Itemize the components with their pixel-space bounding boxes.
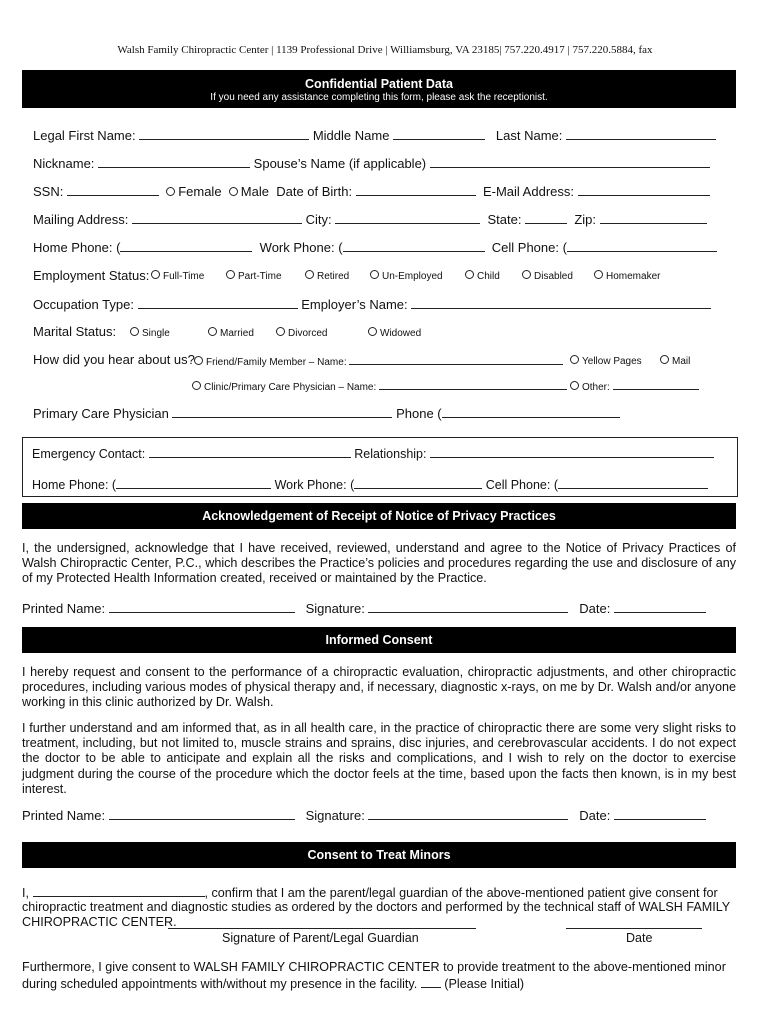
state-label: State:: [487, 212, 522, 227]
privacy-sign-row: [22, 600, 706, 616]
marital-option: [276, 327, 327, 339]
hear-radio[interactable]: [192, 381, 201, 390]
marital-option: [130, 327, 170, 339]
hear-friend-field[interactable]: [349, 355, 563, 365]
minors-p1-rest: , confirm that I am the parent/legal guardian of the above-mentioned patient give consent for: [204, 886, 718, 900]
guardian-signature-line[interactable]: [168, 928, 476, 929]
minors-line-3-text: CHIROPRACTIC CENTER.: [22, 915, 177, 929]
ssn-row: [33, 183, 710, 199]
printed-name-field[interactable]: [109, 600, 295, 613]
employment-options: [305, 270, 349, 282]
marital-radio[interactable]: [130, 327, 139, 336]
ssn-field[interactable]: [67, 183, 159, 196]
privacy-text: I, the undersigned, acknowledge that I have received, reviewed, understand and agree to the Notice of Privacy Practices of Walsh Chiropractic Center, P.C., which describes the Practice’s policies and procedures regarding the use and disclosure of any of my Protected Health Information created, received or maintained by the Practice.: [22, 541, 736, 586]
hear-yellow: [570, 355, 642, 367]
printed-name-label: Printed Name:: [22, 808, 106, 823]
pcp-label: Primary Care Physician: [33, 406, 169, 421]
home-phone-field[interactable]: [120, 239, 252, 252]
hear-radio[interactable]: [570, 355, 579, 364]
hear-clinic: [192, 380, 567, 393]
minors-p2-line-2-text: during scheduled appointments with/without my presence in the facility.: [22, 977, 418, 991]
privacy-banner: [22, 503, 736, 529]
employment-options: [226, 270, 282, 282]
guardian-date-line[interactable]: [566, 928, 702, 929]
em-work-phone-label: Work Phone: (: [274, 478, 355, 492]
emp-option-label: Retired: [317, 271, 350, 282]
cell-phone-label: Cell Phone: (: [491, 240, 567, 255]
consent-banner: [22, 627, 736, 653]
emergency-contact-label: Emergency Contact:: [32, 447, 146, 461]
initial-field[interactable]: [421, 975, 441, 988]
emergency-contact-field[interactable]: [149, 445, 351, 458]
occupation-label: Occupation Type:: [33, 297, 134, 312]
em-cell-phone-label: Cell Phone: (: [485, 478, 558, 492]
employment-options: [370, 270, 443, 282]
female-label: Female: [178, 184, 222, 199]
employment-row: [33, 268, 149, 283]
signature-field[interactable]: [368, 807, 568, 820]
home-phone-label: Home Phone: (: [33, 240, 121, 255]
mailing-label: Mailing Address:: [33, 212, 129, 227]
last-name-label: Last Name:: [495, 128, 563, 143]
employer-field[interactable]: [411, 296, 711, 309]
consent-sign-row: [22, 807, 706, 823]
emp-radio[interactable]: [226, 270, 235, 279]
date-field[interactable]: [614, 600, 706, 613]
marital-option-label: Divorced: [288, 328, 328, 339]
employment-options: [151, 270, 204, 282]
confidential-title: Confidential Patient Data: [305, 77, 453, 91]
hear-mail-label: Mail: [672, 356, 691, 367]
confidential-subtitle: If you need any assistance completing this form, please ask the receptionist.: [210, 92, 548, 103]
female-radio[interactable]: [166, 187, 175, 196]
nickname-field[interactable]: [98, 155, 250, 168]
cell-phone-field[interactable]: [567, 239, 717, 252]
email-label: E-Mail Address:: [482, 184, 574, 199]
hear-clinic-label: Clinic/Primary Care Physician – Name:: [204, 382, 377, 393]
mailing-field[interactable]: [132, 211, 302, 224]
spouse-label: Spouse’s Name (if applicable): [253, 156, 427, 171]
minors-p2-line-2: [22, 975, 524, 991]
pcp-row: [33, 405, 620, 421]
marital-option: [368, 327, 421, 339]
emp-radio[interactable]: [594, 270, 603, 279]
hear-radio[interactable]: [660, 355, 669, 364]
minors-line-2: chiropractic treatment and diagnostic studies as ordered by the doctors and performed by the technical staff of WALSH FAMILY: [22, 900, 731, 914]
emp-radio[interactable]: [305, 270, 314, 279]
hear-other: [570, 380, 699, 393]
spouse-field[interactable]: [430, 155, 710, 168]
hear-friend: [194, 355, 563, 368]
minors-banner: [22, 842, 736, 868]
hear-other-label: Other:: [582, 382, 610, 393]
name-row: [33, 127, 716, 143]
privacy-title: Acknowledgement of Receipt of Notice of Privacy Practices: [202, 509, 556, 523]
guardian-name-field[interactable]: [33, 884, 205, 897]
employment-options: [594, 270, 660, 282]
employment-options: [465, 270, 500, 282]
emp-option-label: Homemaker: [606, 271, 661, 282]
minors-line-1: [22, 884, 718, 900]
employment-label: Employment Status:: [33, 268, 150, 283]
work-phone-label: Work Phone: (: [259, 240, 343, 255]
signature-label: Signature:: [305, 601, 365, 616]
last-name-field[interactable]: [566, 127, 716, 140]
em-cell-phone-field[interactable]: [558, 476, 708, 489]
signature-label: Signature:: [305, 808, 365, 823]
hear-radio[interactable]: [570, 381, 579, 390]
occupation-row: [33, 296, 711, 312]
minors-line-3: [22, 915, 177, 929]
marital-radio[interactable]: [368, 327, 377, 336]
employment-options: [522, 270, 573, 282]
marital-label: Marital Status:: [33, 324, 117, 339]
confidential-banner: [22, 70, 736, 108]
nickname-row: [33, 155, 710, 171]
emp-radio[interactable]: [522, 270, 531, 279]
pcp-phone-field[interactable]: [442, 405, 620, 418]
hear-yellow-label: Yellow Pages: [582, 356, 642, 367]
initial-label: (Please Initial): [444, 977, 525, 991]
state-field[interactable]: [525, 211, 567, 224]
hear-clinic-field[interactable]: [379, 380, 567, 390]
marital-option: [208, 327, 254, 339]
work-phone-field[interactable]: [343, 239, 485, 252]
emergency-row-2: [32, 476, 708, 492]
ssn-label: SSN:: [33, 184, 64, 199]
emp-radio[interactable]: [370, 270, 379, 279]
emp-option-label: Un-Employed: [382, 271, 443, 282]
pcp-phone-label: Phone (: [396, 406, 442, 421]
marital-radio[interactable]: [208, 327, 217, 336]
em-home-phone-label: Home Phone: (: [32, 478, 117, 492]
date-field[interactable]: [614, 807, 706, 820]
signature-field[interactable]: [368, 600, 568, 613]
emp-radio[interactable]: [465, 270, 474, 279]
middle-name-label: Middle Name: [312, 128, 390, 143]
dob-field[interactable]: [356, 183, 476, 196]
guardian-signature-label: Signature of Parent/Legal Guardian: [222, 931, 419, 945]
pcp-field[interactable]: [172, 405, 392, 418]
consent-paragraph-1: I hereby request and consent to the performance of a chiropractic evaluation, chiropractic adjustments, and other chiropractic procedures, including various modes of physical therapy and, if necessary, diagnostic x-rays, on me by Dr. Walsh and/or anyone working in this clinic authorized by Dr. Walsh.: [22, 665, 736, 710]
marital-option-label: Married: [220, 328, 254, 339]
guardian-date-label: Date: [626, 931, 653, 945]
em-work-phone-field[interactable]: [354, 476, 482, 489]
marital-option-label: Single: [142, 328, 170, 339]
date-label: Date:: [579, 808, 611, 823]
minors-i: I,: [22, 886, 29, 900]
legal-first-label: Legal First Name:: [33, 128, 136, 143]
clinic-header: Walsh Family Chiropractic Center | 1139 Professional Drive | Williamsburg, VA 23185| 757.220.4917 | 757.220.5884, fax: [117, 44, 653, 56]
male-radio[interactable]: [229, 187, 238, 196]
minors-title: Consent to Treat Minors: [307, 848, 451, 862]
phone-row: [33, 239, 717, 255]
marital-row: [33, 324, 116, 339]
date-label: Date:: [579, 601, 611, 616]
legal-first-field[interactable]: [139, 127, 309, 140]
hear-label: How did you hear about us?: [33, 352, 195, 367]
employer-label: Employer’s Name:: [301, 297, 408, 312]
minors-p2-line-1: Furthermore, I give consent to WALSH FAMILY CHIROPRACTIC CENTER to provide treatment to the above-mentioned minor: [22, 960, 726, 974]
consent-paragraph-2: I further understand and am informed that, as in all health care, in the practice of chiropractic there are some very slight risks to treatment, including, but not limited to, muscle strains and sprains, disc injuries, and cerebrovascular accidents. I do not expect the doctor to be able to anticipate and explain all the risks and complications, and I wish to rely on the doctor to exercise judgment during the course of the procedure which the doctor feels at the time, based upon the facts then known, is in my best interest.: [22, 721, 736, 796]
emergency-row-1: [32, 445, 714, 461]
emp-radio[interactable]: [151, 270, 160, 279]
emp-option-label: Child: [477, 271, 500, 282]
em-home-phone-field[interactable]: [116, 476, 271, 489]
emp-option-label: Full-Time: [163, 271, 205, 282]
city-label: City:: [305, 212, 332, 227]
occupation-field[interactable]: [138, 296, 298, 309]
printed-name-field[interactable]: [109, 807, 295, 820]
address-row: [33, 211, 707, 227]
zip-label: Zip:: [574, 212, 596, 227]
dob-label: Date of Birth:: [276, 184, 353, 199]
consent-title: Informed Consent: [325, 633, 433, 647]
emp-option-label: Disabled: [534, 271, 573, 282]
email-field[interactable]: [578, 183, 710, 196]
emp-option-label: Part-Time: [238, 271, 282, 282]
relationship-label: Relationship:: [354, 447, 427, 461]
middle-name-field[interactable]: [393, 127, 485, 140]
printed-name-label: Printed Name:: [22, 601, 106, 616]
nickname-label: Nickname:: [33, 156, 95, 171]
marital-option-label: Widowed: [380, 328, 422, 339]
hear-other-field[interactable]: [613, 380, 699, 390]
zip-field[interactable]: [600, 211, 707, 224]
hear-row: [33, 352, 195, 367]
hear-friend-label: Friend/Family Member – Name:: [206, 357, 347, 368]
male-label: Male: [240, 184, 269, 199]
hear-mail: [660, 355, 690, 367]
relationship-field[interactable]: [430, 445, 714, 458]
city-field[interactable]: [335, 211, 480, 224]
marital-radio[interactable]: [276, 327, 285, 336]
hear-radio[interactable]: [194, 356, 203, 365]
